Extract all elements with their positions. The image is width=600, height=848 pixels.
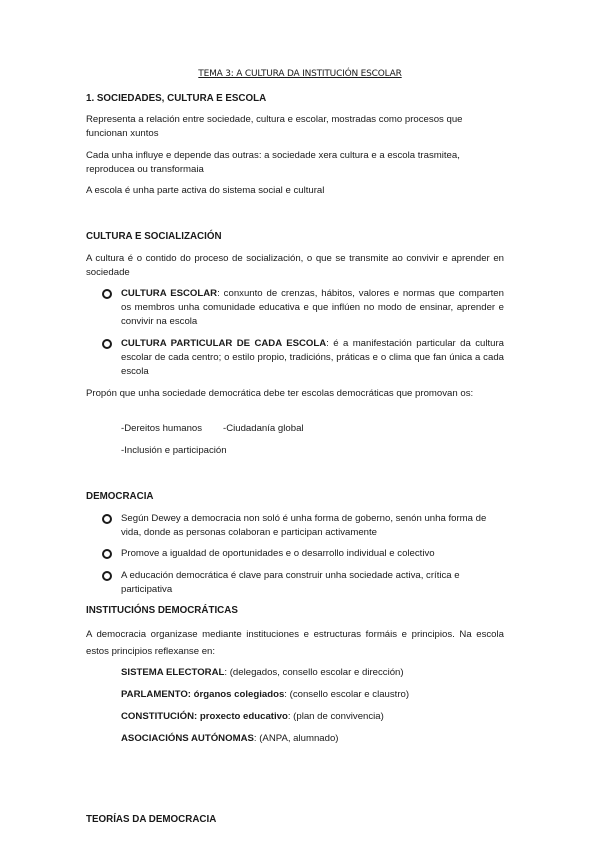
paragraph: A escola é unha parte activa do sistema social e cultural — [86, 185, 325, 196]
bullet-term: CULTURA PARTICULAR DE CADA ESCOLA — [121, 338, 327, 349]
institution-row — [121, 666, 404, 680]
institution-term: CONSTITUCIÓN: proxecto educativo — [121, 711, 288, 722]
bullet-item — [121, 569, 504, 597]
bullet-text: Según Dewey a democracia non soló é unha forma de goberno, senón unha forma de vida, donde as personas colaboran e participan activamente — [121, 513, 487, 538]
circle-bullet-icon — [102, 571, 112, 581]
bullet-text: : é a manifestación particular da cultura escolar de cada centro; o estilo propio, tradicións, práticas e o clima que fan única a cada escola — [121, 338, 504, 377]
bullet-item — [121, 337, 504, 379]
paragraph: Representa a relación entre sociedade, cultura e escolar, mostradas como procesos que funcionan xuntos — [86, 114, 463, 139]
bullet-item — [121, 547, 504, 561]
document-title: TEMA 3: A CULTURA DA INSTITUCIÓN ESCOLAR — [198, 69, 402, 79]
section-heading-teorias: TEORÍAS DA DEMOCRACIA — [86, 814, 217, 825]
indented-item: -Inclusión e participación — [121, 445, 227, 456]
paragraph: A democracia organizase mediante instituciones e estructuras formáis e principios. Na escola estos principios reflexanse en: — [86, 629, 504, 657]
bullet-item — [121, 512, 504, 540]
circle-bullet-icon — [102, 514, 112, 524]
section-heading-cultura-socializacion: CULTURA E SOCIALIZACIÓN — [86, 231, 222, 242]
indented-item: -Ciudadanía global — [223, 423, 304, 434]
paragraph: A cultura é o contido do proceso de socialización, o que se transmite ao convivir e aprender en sociedade — [86, 253, 504, 278]
institution-term: ASOCIACIÓNS AUTÓNOMAS — [121, 733, 254, 744]
circle-bullet-icon — [102, 339, 112, 349]
circle-bullet-icon — [102, 549, 112, 559]
bullet-text: : conxunto de crenzas, hábitos, valores e normas que comparten os membros unha comunidade educativa e que inflúen no modo de ensinar, aprender e convivir na escola — [121, 288, 504, 327]
bullet-item — [121, 287, 504, 329]
section-heading-democracia: DEMOCRACIA — [86, 491, 154, 502]
circle-bullet-icon — [102, 289, 112, 299]
institution-text: : (ANPA, alumnado) — [253, 733, 339, 744]
bullet-term: CULTURA ESCOLAR — [121, 288, 218, 299]
institution-row — [121, 710, 384, 724]
institution-term: PARLAMENTO: órganos colegiados — [121, 689, 285, 700]
institution-text: : (delegados, consello escolar e dirección) — [224, 667, 404, 678]
bullet-text: A educación democrática é clave para construir unha sociedade activa, crítica e participativa — [121, 570, 460, 595]
indented-item: -Dereitos humanos — [121, 423, 203, 434]
institution-text: : (plan de convivencia) — [287, 711, 384, 722]
section-heading-sociedades: 1. SOCIEDADES, CULTURA E ESCOLA — [86, 93, 267, 104]
institution-text: : (consello escolar e claustro) — [284, 689, 410, 700]
bullet-text: Promove a igualdad de oportunidades e o desarrollo individual e colectivo — [121, 548, 435, 559]
paragraph: Propón que unha sociedade democrática debe ter escolas democráticas que promovan os: — [86, 388, 474, 399]
institution-row — [121, 688, 409, 702]
institution-row — [121, 732, 339, 746]
section-heading-institucions: INSTITUCIÓNS DEMOCRÁTICAS — [86, 605, 238, 616]
institution-term: SISTEMA ELECTORAL — [121, 667, 225, 678]
paragraph: Cada unha influye e depende das outras: a sociedade xera cultura e a escola trasmitea, reproducea ou transformaia — [86, 150, 460, 175]
